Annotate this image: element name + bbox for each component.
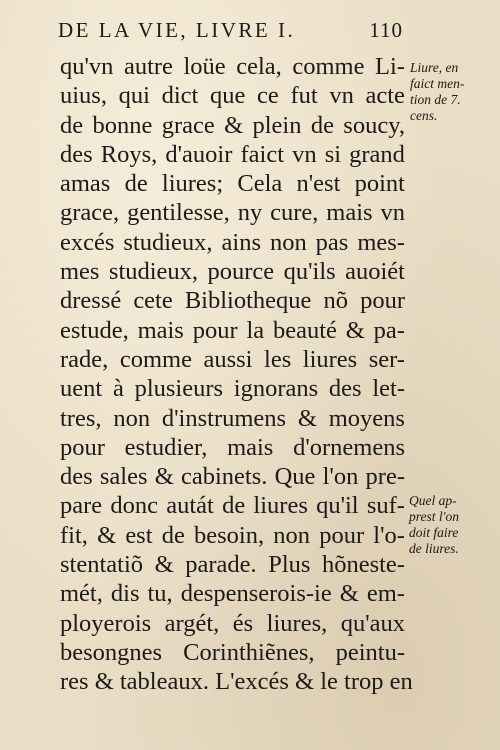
marginal-note-line: prest l'on (409, 509, 460, 524)
running-head (58, 18, 403, 43)
text-line: amas de liures; Cela n'est point (60, 170, 405, 198)
text-line: des sales & cabinets. Que l'on pre- (60, 463, 405, 491)
text-line: besongnes Corinthiẽnes, peintu- (60, 638, 405, 666)
marginal-note-line: tion de 7. (410, 92, 461, 107)
marginal-note-line: doit faire (409, 525, 459, 540)
body-text (60, 52, 413, 697)
text-line: dressé cete Bibliotheque nõ pour (60, 287, 405, 315)
text-line: fit, & est de besoin, non pour l'o- (60, 521, 405, 549)
page-number: 110 (369, 18, 403, 42)
marginal-note-apprest (409, 493, 459, 557)
text-line: mét, dis tu, despenserois-ie & em- (60, 580, 405, 608)
text-line: uent à plusieurs ignorans des let- (60, 375, 405, 403)
text-line: res & tableaux. L'excés & le trop en (60, 668, 413, 696)
marginal-note-line: de liures. (409, 541, 459, 556)
marginal-note-liures (410, 60, 464, 124)
text-line: excés studieux, ains non pas mes- (60, 228, 405, 256)
text-line: pare donc autát de liures qu'il suf- (60, 492, 405, 520)
text-line: qu'vn autre loüe cela, comme Li- (60, 53, 405, 80)
text-line: rade, comme aussi les liures ser- (60, 345, 405, 373)
text-line: des Roys, d'auoir faict vn si grand (60, 140, 405, 168)
text-line: mes studieux, pource qu'ils auoiét (60, 258, 405, 286)
marginal-note-line: cens. (410, 108, 438, 123)
text-line: de bonne grace & plein de soucy, (60, 111, 405, 139)
text-line: ployerois argét, és liures, qu'aux (60, 609, 405, 637)
marginal-note-line: faict men- (410, 76, 465, 91)
marginal-note-line: Liure, en (410, 60, 459, 75)
marginal-note-line: Quel ap- (409, 493, 457, 508)
running-head-title: DE LA VIE, LIVRE I. (58, 18, 296, 42)
text-line: uius, qui dict que ce fut vn acte (60, 82, 405, 110)
text-line: stentatiõ & parade. Plus hõneste- (60, 551, 405, 579)
text-line: pour estudier, mais d'ornemens (60, 433, 405, 461)
text-line: estude, mais pour la beauté & pa- (60, 316, 405, 344)
text-line: tres, non d'instrumens & moyens (60, 404, 405, 432)
text-line: grace, gentilesse, ny cure, mais vn (60, 199, 405, 227)
